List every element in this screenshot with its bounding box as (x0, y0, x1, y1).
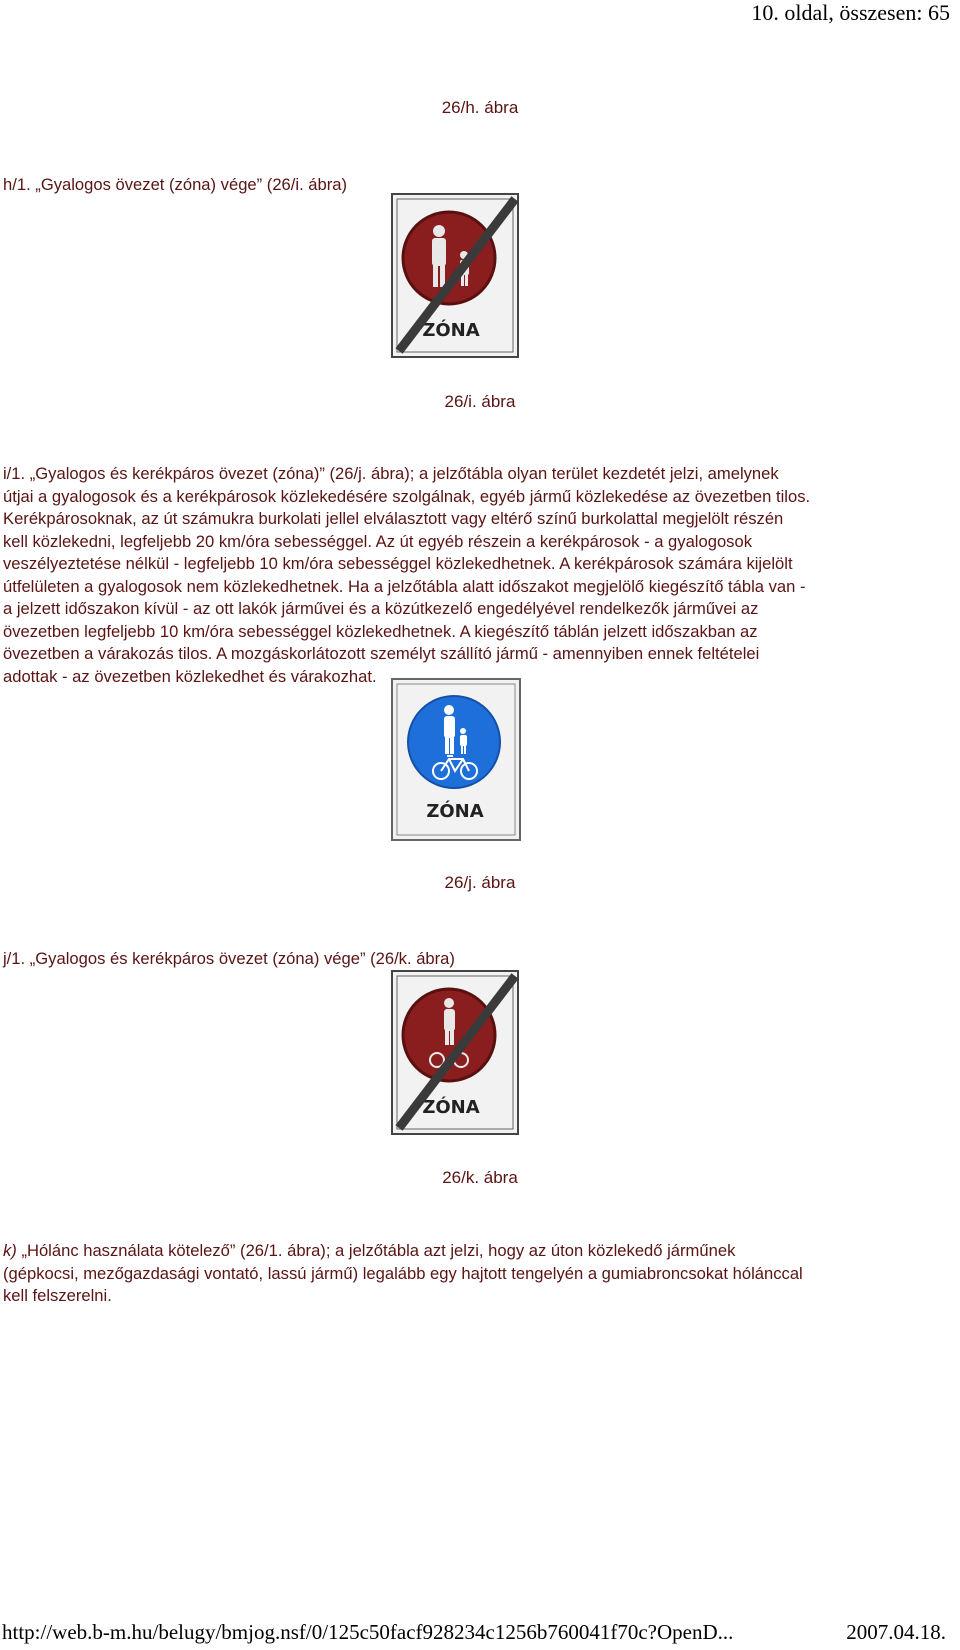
paragraph-line: Kerékpárosoknak, az út számukra burkolati jellel elválasztott vagy eltérő színű burkolattal megjelölt részén (3, 509, 784, 528)
figure-caption-26h: 26/h. ábra (441, 98, 519, 117)
zone-text: ZÓNA (426, 801, 484, 822)
paragraph-line: útfelületen a gyalogosok nem közlekedhetnek. Ha a jelzőtábla alatt időszakot megjelölő kiegészítő tábla van - (3, 576, 806, 596)
section-title-j1: j/1. „Gyalogos és kerékpáros övezet (zóna) vége” (26/k. ábra) (3, 949, 455, 968)
pedestrian-zone-end-sign (391, 193, 519, 358)
paragraph-line-rest: „Hólánc használata kötelező” (26/1. ábra); a jelzőtábla azt jelzi, hogy az úton közlekedő járműnek (16, 1241, 736, 1260)
section-paragraph-k (3, 1240, 953, 1308)
paragraph-line: övezetben legfeljebb 10 km/óra sebességgel közlekedhetnek. A kiegészítő táblán jelzett időszakban az (3, 621, 758, 641)
zone-text: ZÓNA (422, 1097, 480, 1118)
paragraph-line: útjai a gyalogosok és a kerékpárosok közlekedésére szolgálnak, egyéb jármű közlekedése az övezetben tilos. (3, 486, 811, 506)
footer-date: 2007.04.18. (846, 1620, 946, 1644)
paragraph-line: kell közlekedni, legfeljebb 20 km/óra sebességgel. Az út egyéb részein a kerékpárosok - a gyalogosok (3, 531, 752, 551)
pedestrian-cycle-zone-end-sign (391, 970, 519, 1135)
figure-caption-26i: 26/i. ábra (444, 392, 516, 411)
paragraph-line: övezetben a várakozás tilos. A mozgáskorlátozott személyt szállító jármű - amennyiben ennek feltételei (3, 644, 760, 663)
figure-caption-26j: 26/j. ábra (444, 873, 516, 892)
item-label: k) (3, 1241, 17, 1260)
figure-caption-26k: 26/k. ábra (442, 1168, 518, 1187)
section-paragraph-i1 (3, 463, 953, 688)
footer-url: http://web.b-m.hu/belugy/bmjog.nsf/0/125c50facf928234c1256b760041f70c?OpenD... (2, 1620, 734, 1644)
page-number-header: 10. oldal, összesen: 65 (751, 0, 950, 25)
paragraph-line: (gépkocsi, mezőgazdasági vontató, lassú jármű) legalább egy hajtott tengelyén a gumiabroncsokat hólánccal (3, 1263, 803, 1283)
zone-text: ZÓNA (422, 320, 480, 341)
pedestrian-cycle-zone-sign (391, 678, 521, 841)
paragraph-line (3, 1240, 953, 1263)
paragraph-line: adottak - az övezetben közlekedhet és várakozhat. (3, 666, 377, 686)
paragraph-line: i/1. „Gyalogos és kerékpáros övezet (zóna)” (26/j. ábra); a jelzőtábla olyan terület kezdetét jelzi, amelynek (3, 464, 779, 483)
paragraph-line: kell felszerelni. (3, 1286, 112, 1305)
paragraph-line: veszélyeztetése nélkül - legfeljebb 10 km/óra sebességgel közlekedhetnek. A kerékpárosok számára kijelölt (3, 554, 793, 573)
paragraph-line: a jelzett időszakon kívül - az ott lakók járművei és a közútkezelő engedélyével rendelkezők járművei az (3, 599, 759, 618)
section-title-h1: h/1. „Gyalogos övezet (zóna) vége” (26/i. ábra) (3, 175, 348, 194)
